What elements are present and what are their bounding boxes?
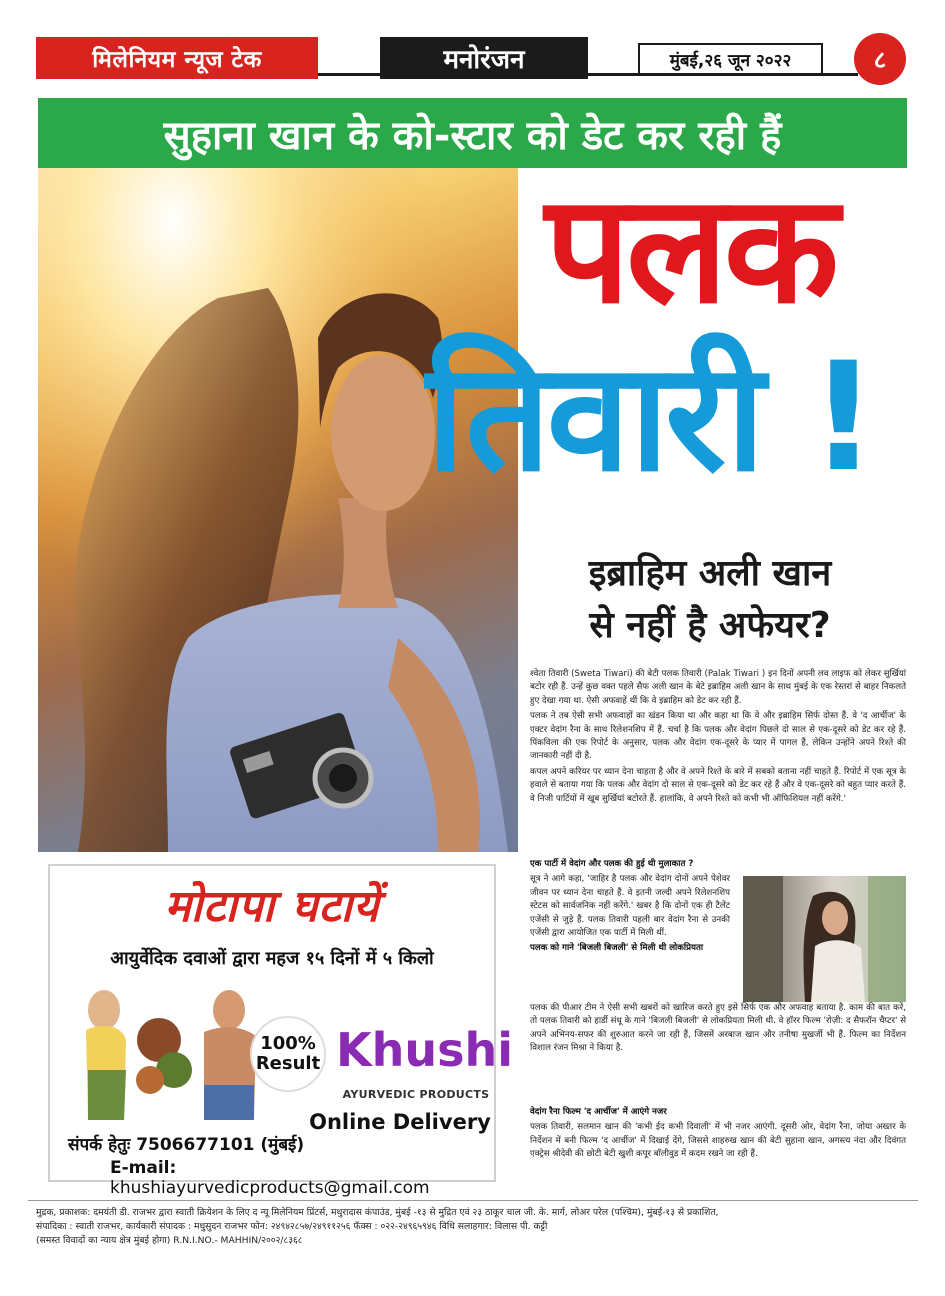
subheadline-line2: से नहीं है अफेयर?: [589, 605, 831, 646]
page-number-badge: ८: [854, 33, 906, 85]
subheadline-line1: इब्राहिम अली खान: [588, 553, 832, 594]
article-column-left: [530, 858, 730, 958]
article-paragraph: श्वेता तिवारी (Sweta Tiwari) की बेटी पलक तिवारी (Palak Tiwari ) इन दिनों अपनी लव लाइफ को लेकर सुर्खियां बटोर रही हैं. उन्हें कुछ वक्त पहले सैफ अली खान के बेटे इब्राहिम अली खान के साथ मुंबई के एक रेस्तरां से बाहर निकलते हुए देखा गया था. ऐसी अफवाहें थीं कि वे इब्राहिम को डेट कर रही हैं.: [530, 669, 906, 706]
masthead: [28, 33, 918, 85]
article-column-final: [530, 1106, 906, 1164]
ad-email: [110, 1158, 494, 1198]
headline-first-name: पलक: [544, 163, 836, 337]
inset-photo: [743, 876, 906, 1002]
article-paragraph: पलक तिवारी, सलमान खान की 'कभी ईद कभी दिवाली' में भी नजर आएंगी. दूसरी ओर, वेदांग रैना, जोया अख्तर के निर्देशन में बनी फिल्म 'द आर्चीज' में दिखाई देंगे, जिससे शाहरुख खान की बेटी सुहाना खान, अगस्त्य नंदा और दिवंगत एक्ट्रेस श्रीदेवी की छोटी बेटी खुशी कपूर बॉलीवुड में कदम रखने जा रही हैं.: [530, 1122, 906, 1160]
article-subheading: वेदांग रैना फिल्म 'द आर्चीज' में आएंगे नजर: [530, 1107, 667, 1117]
ad-delivery-note: Online Delivery: [309, 1110, 491, 1134]
imprint-line: संपादिका : स्वाती राजभर, कार्यकारी संपादक : मधुसुदन राजभर फोन: २४९४२८५७/२४९११२५६ फॅक्स : ०२२-२४९६५९४६ विधि सलाहगार: विलास पी. कट्टी: [36, 1221, 548, 1232]
ad-title: मोटापा घटायें: [164, 881, 380, 932]
article-paragraph: सूत्र ने आगे कहा, 'जाहिर है पलक और वेदांग दोनों अपने पेशेवर जीवन पर ध्यान देना चाहते हैं. वे इतनी जल्दी अपने रिलेशनशिप स्टेटस को सार्वजनिक नहीं करेंगे.' खबर है कि दोनों एक ही टैलेंट एजेंसी से जुड़े हैं. पलक तिवारी पहली बार वेदांग रैना से उनकी एजेंसी द्वारा आयोजित एक पार्टी में मिली थीं.: [530, 874, 730, 939]
ad-fitness-figures: [64, 970, 264, 1140]
article-column-full: [530, 1002, 906, 1058]
strap-headline: सुहाना खान के को-स्टार को डेट कर रही हैं: [38, 98, 907, 168]
result-badge-label: Result: [255, 1053, 321, 1074]
result-badge: [250, 1016, 326, 1092]
ad-email-address: khushiayurvedicproducts@gmail.com: [110, 1178, 430, 1198]
dateline: मुंबई,२६ जून २०२२: [638, 43, 823, 75]
imprint-footer: [36, 1206, 906, 1248]
ad-subtitle: आयुर्वेदिक दवाओं द्वारा महज १५ दिनों में ५ किलो: [110, 948, 434, 969]
subheadline: [520, 548, 900, 652]
advertisement: [48, 864, 514, 1198]
ad-brand-logo: Khushi: [336, 1023, 514, 1077]
article-intro: [530, 668, 906, 808]
section-title: मनोरंजन: [380, 37, 588, 79]
article-subheading: एक पार्टी में वेदांग और पलक की हुई थी मुलाकात ?: [530, 859, 694, 869]
newspaper-brand: मिलेनियम न्यूज टेक: [36, 37, 318, 79]
ad-brand-tagline: AYURVEDIC PRODUCTS: [342, 1088, 490, 1101]
fitness-people-image: [64, 970, 264, 1140]
headline-last-name: तिवारी !: [426, 331, 874, 505]
article-subheading: पलक को गाने 'बिजली बिजली' से मिली थी लोकप्रियता: [530, 943, 704, 954]
imprint-line: (समस्त विवादों का न्याय क्षेत्र मुंबई होगा) R.N.I.NO.- MAHHIN/२००२/८३६८: [36, 1235, 303, 1246]
imprint-line: मुद्रक, प्रकाशक: दमयंती डी. राजभर द्वारा स्वाती क्रियेशन के लिए द न्यू मिलेनियम प्रिंटर्स, मथुरादास कंपाउंड, मुंबई -१३ से मुद्रित एवं २३ ठाकूर चाल जी. के. मार्ग, लोअर परेल (पश्चिम), मुंबई-१३ से प्रकाशित,: [36, 1207, 719, 1218]
article-paragraph: पलक ने तब ऐसी सभी अफवाहों का खंडन किया था और कहा था कि वे और इब्राहिम सिर्फ दोस्त हैं. वे 'द आर्चीज' के एक्टर वेदांग रैना के साथ रिलेशनशिप में हैं. चर्चा है कि पलक और वेदांग पिछले दो साल से एक-दूसरे को डेट कर रहे हैं. पिंकविला की एक रिपोर्ट के अनुसार, पलक और वेदांग एक-दूसरे के प्यार में पागल हैं, लेकिन उन्होंने अपने रिश्ते की जानकारी नहीं दी है.: [530, 711, 906, 762]
inset-portrait-image: [743, 876, 906, 1002]
ad-contact-phone: संपर्क हेतुः 7506677101 (मुंबई): [68, 1135, 305, 1155]
ad-email-label: E-mail:: [110, 1158, 177, 1178]
result-badge-percent: 100%: [260, 1033, 316, 1054]
article-paragraph: कपल अपने करियर पर ध्यान देना चाहता है और वे अपने रिश्ते के बारे में सबको बताना नहीं चाहते हैं. रिपोर्ट में एक सूत्र के हवाले से बताया गया कि पलक और वेदांग दो साल से एक-दूसरे को डेट कर रहे हैं और वे एक-दूसरे को बहुत प्यार करते हैं. वे निजी पार्टियों में खूब सुर्खियां बटोरते हैं. हालांकि, वे अपने रिश्ते को कभी भी ऑफिशियल नहीं करेंगे.': [530, 766, 906, 804]
footer-divider: [28, 1200, 918, 1201]
article-paragraph: पलक की पीआर टीम ने ऐसी सभी खबरों को खारिज करते हुए इसे सिर्फ एक और अफवाह बताया है. काम की बात करें, तो पलक तिवारी को हार्डी संधू के गाने 'बिजली बिजली' से लोकप्रियता मिली थी. वे हॉरर फिल्म 'रोज़ी: द सैफरॉन चैप्टर' से अपने अभिनय-सफर की शुरुआत करने जा रही हैं, जिसमें अरबाज खान और तनीषा मुखर्जी भी हैं. फिल्म का निर्देशन विशाल रंजन मिश्रा ने किया है.: [530, 1003, 906, 1054]
